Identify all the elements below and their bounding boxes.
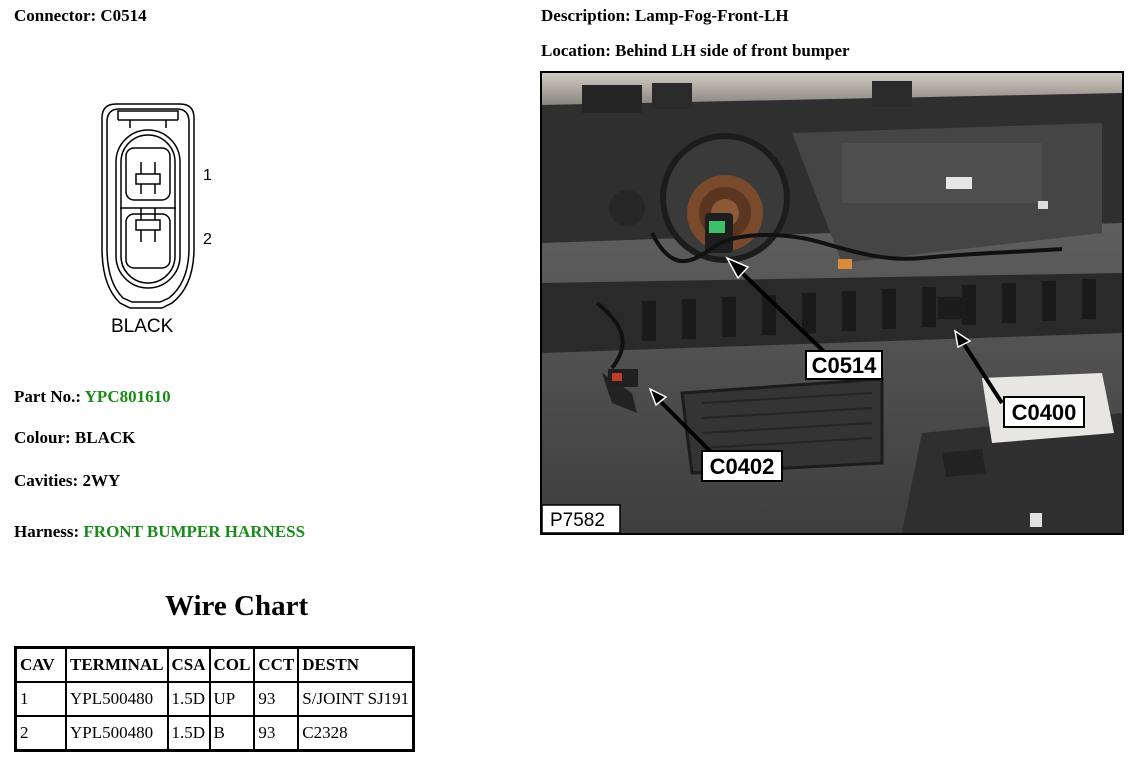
- part-no-label: Part No.: YPC801610: [14, 387, 171, 406]
- header-col: COL: [210, 648, 255, 683]
- colour-label: Colour: BLACK: [14, 428, 136, 447]
- cavities-value: 2WY: [82, 471, 121, 490]
- part-no-value: YPC801610: [84, 387, 171, 406]
- cell-csa: 1.5D: [168, 716, 210, 751]
- cell-cav: 2: [16, 716, 67, 751]
- connector-value: C0514: [100, 6, 147, 25]
- cell-col: B: [210, 716, 255, 751]
- harness-value: FRONT BUMPER HARNESS: [83, 522, 306, 541]
- pin-1-label: 1: [203, 167, 212, 184]
- description-label: Description: Lamp-Fog-Front-LH: [541, 6, 789, 25]
- cell-destn: S/JOINT SJ191: [298, 682, 413, 716]
- cell-destn: C2328: [298, 716, 413, 751]
- location-photo: [540, 71, 1124, 535]
- location-label: Location: Behind LH side of front bumper: [541, 41, 850, 60]
- cell-terminal: YPL500480: [66, 716, 168, 751]
- wire-chart-table: [14, 646, 415, 752]
- table-header-row: [16, 648, 414, 683]
- colour-value: BLACK: [74, 428, 136, 447]
- cell-csa: 1.5D: [168, 682, 210, 716]
- location-photo-illustration: [542, 73, 1122, 533]
- header-destn: DESTN: [298, 648, 413, 683]
- callout-c0514: C0514: [811, 353, 877, 378]
- header-csa: CSA: [168, 648, 210, 683]
- cell-terminal: YPL500480: [66, 682, 168, 716]
- connector-diagram: [90, 98, 230, 343]
- cavities-label: Cavities: 2WY: [14, 471, 121, 490]
- cell-cct: 93: [254, 682, 298, 716]
- pin-2-label: 2: [203, 231, 212, 248]
- table-row: [16, 682, 414, 716]
- header-cct: CCT: [254, 648, 298, 683]
- callout-c0402: C0402: [709, 454, 775, 479]
- connector-color-label: BLACK: [111, 316, 174, 337]
- harness-label: Harness: FRONT BUMPER HARNESS: [14, 522, 306, 541]
- callout-c0400: C0400: [1011, 400, 1077, 425]
- connector-label: Connector: C0514: [14, 6, 147, 25]
- location-value: Behind LH side of front bumper: [615, 41, 850, 60]
- wire-chart-title: Wire Chart: [165, 590, 309, 622]
- cell-cct: 93: [254, 716, 298, 751]
- description-value: Lamp-Fog-Front-LH: [634, 6, 789, 25]
- table-row: [16, 716, 414, 751]
- header-cav: CAV: [16, 648, 67, 683]
- cell-cav: 1: [16, 682, 67, 716]
- header-terminal: TERMINAL: [66, 648, 168, 683]
- figure-id: P7582: [550, 510, 605, 531]
- cell-col: UP: [210, 682, 255, 716]
